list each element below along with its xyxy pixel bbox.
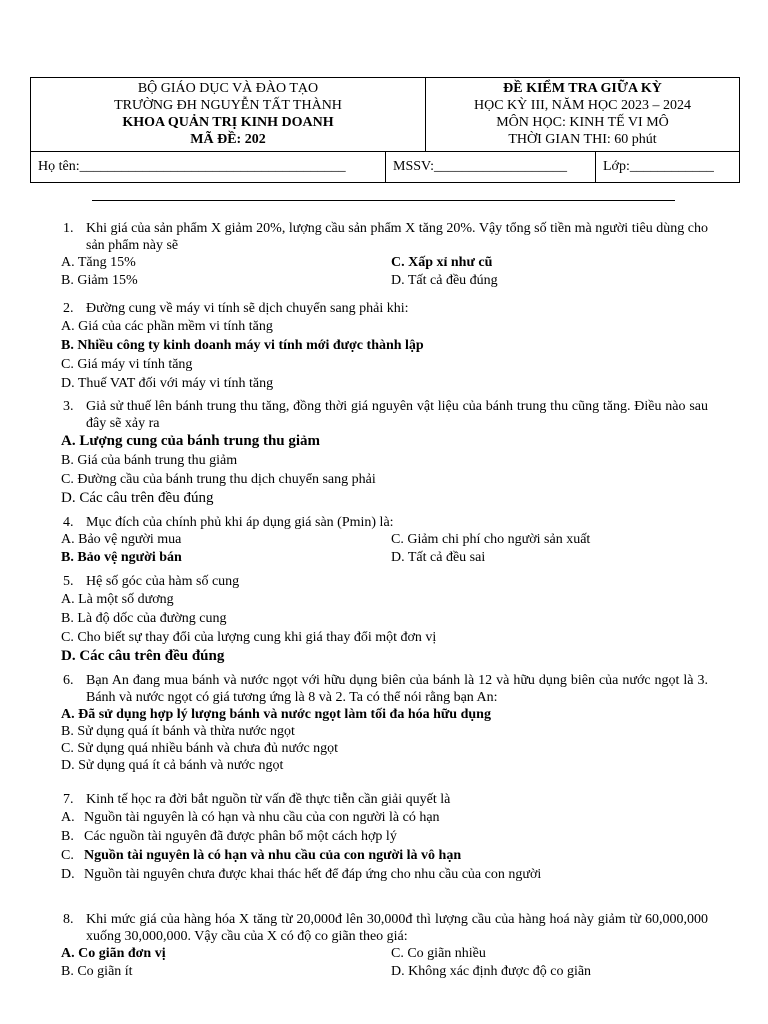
question-4 — [63, 514, 708, 567]
question-stem — [63, 220, 708, 254]
question-number: 3. — [63, 399, 74, 414]
option-c[interactable]: C. Sử dụng quá nhiều bánh và chưa đủ nước ngọt — [61, 741, 339, 756]
question-number: 8. — [63, 912, 74, 927]
option-a[interactable]: A. Đã sử dụng hợp lý lượng bánh và nước ngọt làm tối đa hóa hữu dụng — [61, 707, 491, 722]
option-b[interactable]: B. Giảm 15% — [61, 273, 138, 288]
option-c[interactable]: C. Đường cầu của bánh trung thu dịch chuyển sang phải — [61, 472, 376, 487]
question-stem — [63, 514, 708, 531]
question-number: 7. — [63, 792, 74, 807]
option-c[interactable]: C. Co giãn nhiều — [391, 946, 486, 961]
option-text: Nguồn tài nguyên là có hạn và nhu cầu của con người là có hạn — [84, 810, 440, 825]
ministry-name: BỘ GIÁO DỤC VÀ ĐÀO TẠO — [137, 81, 319, 96]
question-7 — [63, 791, 708, 884]
question-number: 1. — [63, 221, 74, 236]
question-text: Bạn An đang mua bánh và nước ngọt với hữu dụng biên của bánh là 12 và hữu dụng biên của nước ngọt là 3. Bánh và nước ngọt có giá tương ứng là 8 và 2. Ta có thể nói rằng bạn An: — [86, 673, 708, 705]
options-grid — [61, 531, 708, 567]
exam-code: MÃ ĐỀ: 202 — [190, 132, 266, 147]
question-stem — [63, 791, 708, 808]
class-field[interactable]: Lớp:____________ — [603, 159, 714, 174]
option-c[interactable] — [61, 846, 708, 865]
option-b[interactable]: B. Là độ dốc của đường cung — [61, 611, 227, 626]
question-2 — [63, 300, 708, 393]
questions-list — [63, 220, 708, 981]
exam-title: ĐỀ KIỂM TRA GIỮA KỲ — [503, 81, 662, 96]
question-text: Mục đích của chính phủ khi áp dụng giá sàn (Pmin) là: — [86, 515, 394, 530]
option-d[interactable]: D. Không xác định được độ co giãn — [391, 964, 592, 979]
question-6 — [63, 672, 708, 774]
exam-header-table — [30, 77, 740, 183]
question-text: Kinh tế học ra đời bắt nguồn từ vấn đề thực tiễn cần giải quyết là — [86, 792, 451, 807]
option-d[interactable]: D. Các câu trên đều đúng — [61, 490, 214, 506]
question-stem — [63, 300, 708, 317]
option-a[interactable]: A. Bảo vệ người mua — [61, 532, 182, 547]
question-text: Khi mức giá của hàng hóa X tăng từ 20,000đ lên 30,000đ thì lượng cầu của hàng hoá này giảm từ 60,000,000 xuống 30,000,000. Vậy cầu của X có độ co giãn theo giá: — [86, 912, 708, 944]
option-d[interactable] — [61, 865, 708, 884]
options-list — [61, 808, 708, 884]
option-c[interactable]: C. Giảm chi phí cho người sản xuất — [391, 532, 591, 547]
option-b[interactable]: B. Giá của bánh trung thu giảm — [61, 453, 238, 468]
option-label: D. — [61, 867, 75, 882]
university-name: TRƯỜNG ĐH NGUYỄN TẤT THÀNH — [114, 98, 342, 113]
option-b[interactable]: B. Sử dụng quá ít bánh và thừa nước ngọt — [61, 724, 295, 739]
option-a[interactable]: A. Lượng cung của bánh trung thu giảm — [61, 433, 321, 449]
option-label: A. — [61, 810, 75, 825]
option-d[interactable]: D. Tất cả đều đúng — [391, 273, 498, 288]
question-stem — [63, 398, 708, 432]
separator-line — [92, 200, 675, 201]
option-a[interactable]: A. Giá của các phần mềm vi tính tăng — [61, 319, 273, 334]
option-label: B. — [61, 829, 74, 844]
exam-info-block — [426, 78, 739, 151]
header-top-row — [31, 78, 739, 152]
institution-block — [31, 78, 426, 151]
option-a[interactable]: A. Tăng 15% — [61, 255, 136, 270]
option-a[interactable]: A. Co giãn đơn vị — [61, 946, 166, 961]
option-a[interactable]: A. Là một số dương — [61, 592, 174, 607]
option-d[interactable]: D. Thuế VAT đối với máy vi tính tăng — [61, 376, 274, 391]
question-3 — [63, 398, 708, 508]
options-grid — [61, 254, 708, 290]
subject: MÔN HỌC: KINH TẾ VI MÔ — [496, 115, 669, 130]
option-b[interactable]: B. Nhiều công ty kinh doanh máy vi tính mới được thành lập — [61, 338, 424, 353]
option-text: Các nguồn tài nguyên đã được phân bổ một cách hợp lý — [84, 829, 397, 844]
option-c[interactable]: C. Giá máy vi tính tăng — [61, 357, 193, 372]
question-stem — [63, 573, 708, 590]
option-label: C. — [61, 848, 74, 863]
question-number: 5. — [63, 574, 74, 589]
question-number: 4. — [63, 515, 74, 530]
option-d[interactable]: D. Các câu trên đều đúng — [61, 648, 225, 664]
option-d[interactable]: D. Sử dụng quá ít cả bánh và nước ngọt — [61, 758, 284, 773]
question-text: Đường cung về máy vi tính sẽ dịch chuyển sang phải khi: — [86, 301, 409, 316]
option-b[interactable]: B. Co giãn ít — [61, 964, 133, 979]
question-number: 2. — [63, 301, 74, 316]
exam-duration: THỜI GIAN THI: 60 phút — [508, 132, 657, 147]
option-c[interactable]: C. Xấp xỉ như cũ — [391, 255, 493, 270]
student-name-field[interactable]: Họ tên:______________________________________ — [31, 152, 386, 182]
student-info-row — [31, 152, 739, 182]
option-c[interactable]: C. Cho biết sự thay đổi của lượng cung khi giá thay đổi một đơn vị — [61, 630, 437, 645]
question-text: Giả sử thuế lên bánh trung thu tăng, đồng thời giá nguyên vật liệu của bánh trung thu cũng tăng. Điều nào sau đây sẽ xảy ra — [86, 399, 708, 431]
option-a[interactable] — [61, 808, 708, 827]
question-1 — [63, 220, 708, 290]
question-number: 6. — [63, 673, 74, 688]
option-text: Nguồn tài nguyên chưa được khai thác hết để đáp ứng cho nhu cầu của con người — [84, 867, 542, 882]
option-b[interactable]: B. Bảo vệ người bán — [61, 550, 182, 565]
question-stem — [63, 911, 708, 945]
faculty-name: KHOA QUẢN TRỊ KINH DOANH — [122, 115, 334, 130]
semester: HỌC KỲ III, NĂM HỌC 2023 – 2024 — [474, 98, 691, 113]
student-id-field[interactable]: MSSV:___________________ — [386, 152, 596, 182]
question-text: Khi giá của sản phẩm X giảm 20%, lượng cầu sản phẩm X tăng 20%. Vậy tổng số tiền mà người tiêu dùng cho sản phẩm này sẽ — [86, 221, 708, 253]
question-stem — [63, 672, 708, 706]
option-d[interactable]: D. Tất cả đều sai — [391, 550, 486, 565]
option-text: Nguồn tài nguyên là có hạn và nhu cầu của con người là vô hạn — [84, 848, 462, 863]
options-grid — [61, 945, 708, 981]
question-8 — [63, 911, 708, 981]
question-text: Hệ số góc của hàm số cung — [86, 574, 240, 589]
question-5 — [63, 573, 708, 666]
option-b[interactable] — [61, 827, 708, 846]
